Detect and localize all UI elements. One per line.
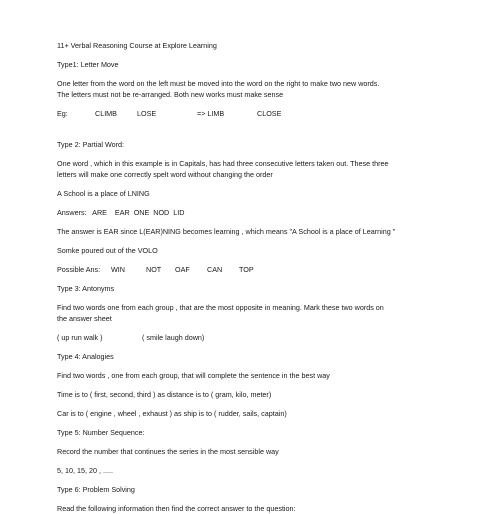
- type2-explanation: The answer is EAR since L(EAR)NING becomes learning , which means "A School is a place of Learning ": [57, 227, 396, 236]
- example-word-climb: CLIMB: [95, 109, 117, 118]
- type3-word-groups: [57, 332, 452, 343]
- possible-answer: OAF: [175, 265, 190, 274]
- type4-heading: Type 4: Analogies: [57, 352, 114, 361]
- type2-heading: Type 2: Partial Word:: [57, 140, 124, 149]
- type2-possible-answers: [57, 264, 452, 275]
- type6-description: Read the following information then find the correct answer to the question:: [57, 504, 296, 513]
- example-word-lose: LOSE: [137, 109, 157, 118]
- type5-description: Record the number that continues the series in the most sensible way: [57, 447, 279, 456]
- type3-description-line-2: the answer sheet: [57, 314, 112, 323]
- type3-heading: Type 3: Antonyms: [57, 284, 115, 293]
- document-title: 11+ Verbal Reasoning Course at Explore Learning: [57, 41, 217, 50]
- word-group-2: ( smile laugh down): [142, 333, 205, 342]
- type5-series: 5, 10, 15, 20 , .....: [57, 466, 113, 475]
- type2-example-2: Somke poured out of the VOLO: [57, 246, 158, 255]
- type3-description-line-1: Find two words one from each group , that are the most opposite in meaning. Mark these two words on: [57, 303, 384, 312]
- type4-description: Find two words , one from each group, that will complete the sentence in the best way: [57, 371, 330, 380]
- type5-heading: Type 5: Number Sequence:: [57, 428, 145, 437]
- type2-example: A School is a place of LNING: [57, 189, 150, 198]
- type6-heading: Type 6: Problem Solving: [57, 485, 135, 494]
- possible-answer: NOT: [146, 265, 162, 274]
- possible-answer: CAN: [207, 265, 223, 274]
- type2-answers: Answers: ARE EAR ONE NOD LID: [57, 208, 185, 217]
- type2-description-line-2: letters will make one correctly spelt word without changing the order: [57, 170, 273, 179]
- example-arrow-limb: => LIMB: [197, 109, 225, 118]
- type1-example: [57, 108, 452, 119]
- example-word-close: CLOSE: [257, 109, 282, 118]
- possible-answer: WIN: [111, 265, 125, 274]
- type4-example-1: Time is to ( first, second, third ) as distance is to ( gram, kilo, meter): [57, 390, 272, 399]
- word-group-1: ( up run walk ): [57, 333, 103, 342]
- type1-description-line-2: The letters must not be re-arranged. Both new works must make sense: [57, 90, 284, 99]
- type4-example-2: Car is to ( engine , wheel , exhaust ) as ship is to ( rudder, sails, captain): [57, 409, 287, 418]
- document-page: [57, 40, 452, 514]
- possible-answer: TOP: [239, 265, 254, 274]
- type1-description-line-1: One letter from the word on the left must be moved into the word on the right to make two new words.: [57, 79, 380, 88]
- example-label: Eg:: [57, 109, 68, 118]
- possible-answers-label: Possible Ans:: [57, 265, 101, 274]
- type1-heading: Type1: Letter Move: [57, 60, 119, 69]
- type2-description-line-1: One word , which in this example is in Capitals, has had three consecutive letters taken out. These three: [57, 159, 389, 168]
